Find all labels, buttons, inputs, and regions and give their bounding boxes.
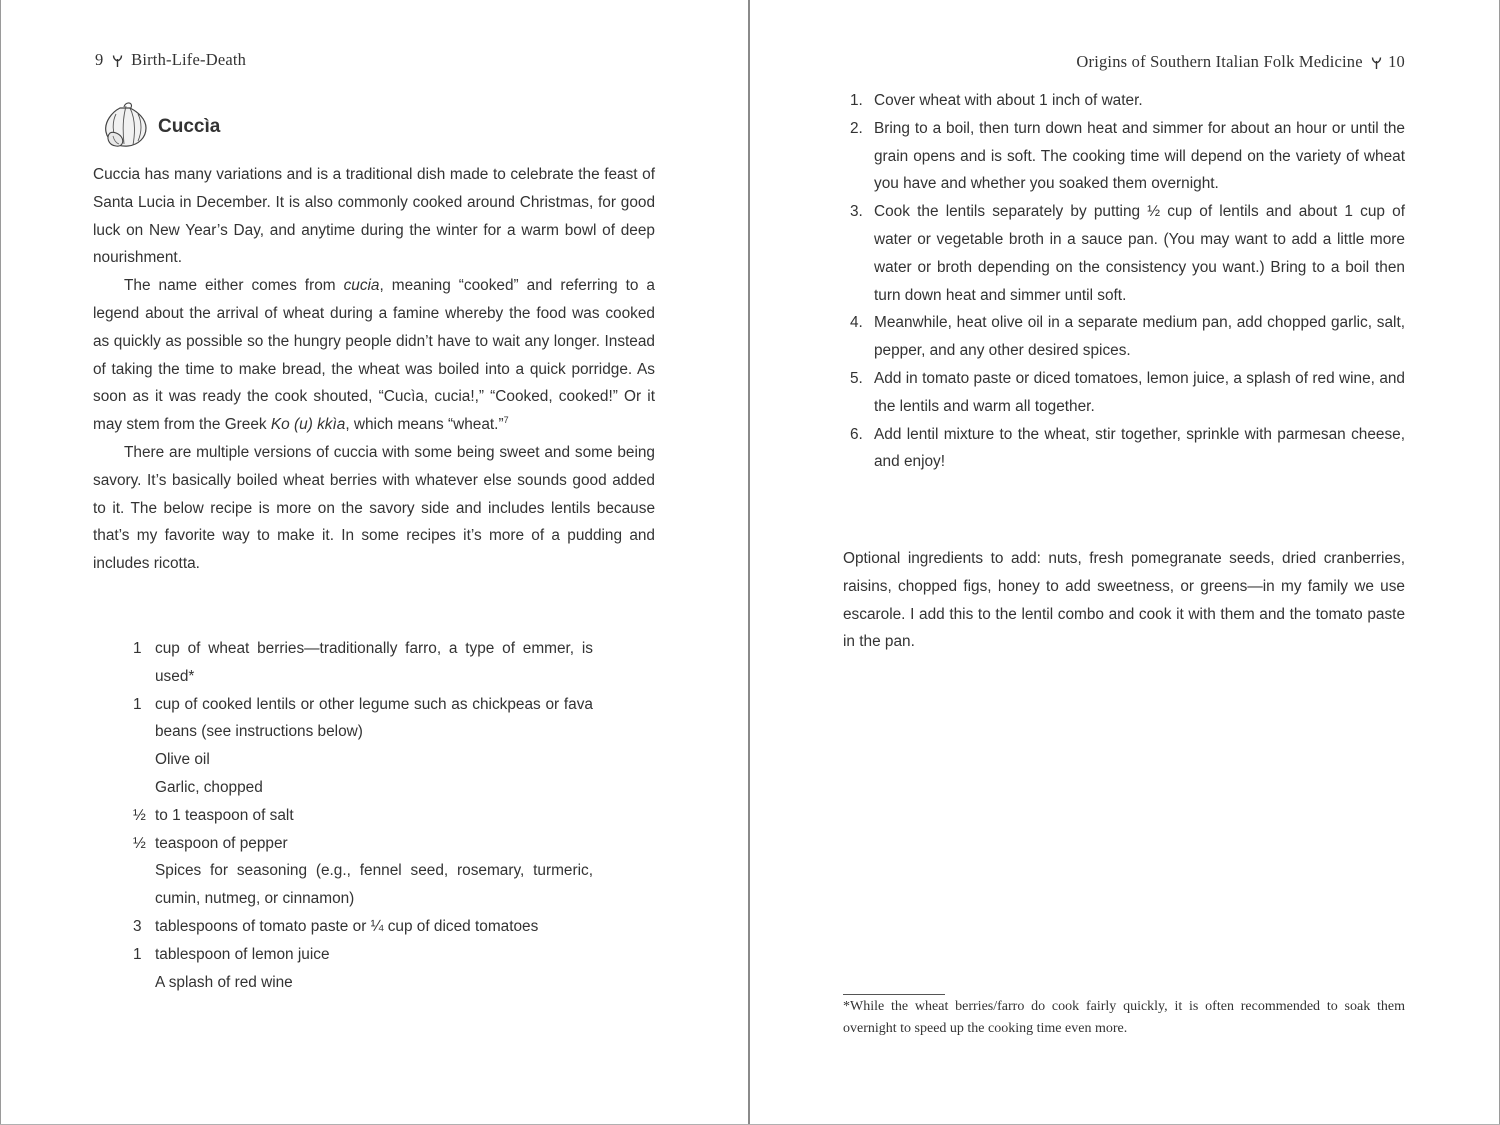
versions-paragraph: There are multiple versions of cuccia with some being sweet and some being savory. It’s basically boiled wheat berries with whatever else sounds good added to it. The below recipe is more on the savory side and includes lentils because that’s my favorite way to make it. In some recipes it’s more of a pudding and includes ricotta. [93,443,655,573]
body-text-left [93,161,655,578]
footnote-rule [843,994,945,995]
step-text: Cover wheat with about 1 inch of water. [874,92,1143,109]
paragraph-text: The name either comes from [124,277,344,295]
step-text: Add lentil mixture to the wheat, stir together, sprinkle with parmesan cheese, and enjoy! [874,425,1405,471]
optional-ingredients-paragraph: Optional ingredients to add: nuts, fresh pomegranate seeds, dried cranberries, raisins, chopped figs, honey to add sweetness, or greens—in my family we use escarole. I add this to the lentil combo and cook it with them and the tomato paste in the pan. [843,550,1405,651]
italic-term-cucia: cucia [343,277,380,295]
intro-paragraph: Cuccia has many variations and is a traditional dish made to celebrate the feast of Santa Lucia in December. It is also commonly cooked around Christmas, for good luck on New Year’s Day, and anytime during the winter for a warm bowl of deep nourishment. [93,166,655,267]
ingredient-item [133,774,593,802]
ingredient-item [133,830,593,858]
ingredient-item [133,913,593,941]
ingredient-item [133,691,593,747]
running-head-left [95,50,246,70]
ingredient-item [133,941,593,969]
endnote-reference: 7 [503,415,509,426]
ingredient-text: Spices for seasoning (e.g., fennel seed, rosemary, turmeric, cumin, nutmeg, or cinnamon) [155,862,593,908]
ingredients-list [133,635,593,996]
ingredient-item [133,802,593,830]
ingredient-text: Garlic, chopped [155,778,263,796]
ingredient-quantity: 1 [133,945,142,963]
sprig-ornament-icon [1371,56,1382,70]
step-number: 5. [850,369,863,387]
step-number: 3. [850,203,863,221]
ingredient-quantity: 3 [133,917,142,935]
left-page [0,0,748,1125]
step-text: Add in tomato paste or diced tomatoes, lemon juice, a splash of red wine, and the lentils and warm all together. [874,369,1405,415]
step-number: 4. [850,314,863,332]
ingredient-quantity: ½ [133,806,146,824]
instructions-list [843,87,1405,476]
running-title-left: Birth-Life-Death [131,50,247,69]
ingredient-item [133,635,593,691]
instruction-step [843,421,1405,477]
instruction-step [843,87,1405,115]
step-number: 1. [850,92,863,109]
step-text: Cook the lentils separately by putting ½ cup of lentils and about 1 cup of water or vegetable broth in a sauce pan. (You may want to add a little more water or broth depending on the consistency you want.) Bring to a boil then turn down heat and simmer until soft. [874,203,1405,304]
section-title: Cuccìa [158,116,221,137]
step-text: Bring to a boil, then turn down heat and simmer for about an hour or until the grain opens and is soft. The cooking time will depend on the variety of wheat you have and whether you soaked them overnight. [874,119,1405,193]
running-head-right [1076,52,1405,72]
ingredient-text: A splash of red wine [155,973,293,991]
page-number-right: 10 [1388,52,1405,71]
page-number-left: 9 [95,50,104,69]
ingredient-text: to 1 teaspoon of salt [155,806,294,824]
instruction-step [843,198,1405,309]
ingredient-text: tablespoon of lemon juice [155,945,330,963]
garlic-illustration-icon [100,100,156,150]
paragraph-text: , meaning “cooked” and referring to a legend about the arrival of wheat during a famine whereby the food was cooked as quickly as possible so the hungry people didn’t have to wait any longer. Instead of taking the time to make bread, the wheat was boiled into a quick porridge. As soon as it was ready the cook shouted, “Cucìa, cucia!,” “Cooked, cooked!” Or it may stem from the Greek [93,277,655,434]
step-text: Meanwhile, heat olive oil in a separate medium pan, add chopped garlic, salt, pepper, and any other desired spices. [874,314,1405,360]
ingredient-text: cup of cooked lentils or other legume such as chickpeas or fava beans (see instructions below) [155,695,593,741]
ingredient-text: cup of wheat berries—traditionally farro, a type of emmer, is used* [155,640,593,685]
instruction-step [843,115,1405,198]
instruction-step [843,365,1405,421]
ingredient-item [133,969,593,997]
ingredient-text: tablespoons of tomato paste or ¼ cup of diced tomatoes [155,917,539,935]
instruction-step [843,309,1405,365]
ingredient-text: teaspoon of pepper [155,834,288,852]
ingredient-quantity: 1 [133,695,142,713]
running-title-right: Origins of Southern Italian Folk Medicine [1076,52,1363,71]
step-number: 2. [850,119,863,137]
name-origin-paragraph [93,272,655,439]
footnote: *While the wheat berries/farro do cook fairly quickly, it is often recommended to soak them overnight to speed up the cooking time even more. [843,999,1405,1036]
ingredient-item [133,746,593,774]
paragraph-text: , which means “wheat.” [345,416,504,434]
italic-term-greek: Ko (u) kkìa [270,416,346,434]
ingredient-text: Olive oil [155,751,210,769]
ingredient-item [133,857,593,913]
page-edge-left [0,0,1,1125]
step-number: 6. [850,425,863,443]
ingredient-quantity: ½ [133,834,146,852]
ingredient-quantity: 1 [133,640,142,657]
sprig-ornament-icon [112,54,123,68]
